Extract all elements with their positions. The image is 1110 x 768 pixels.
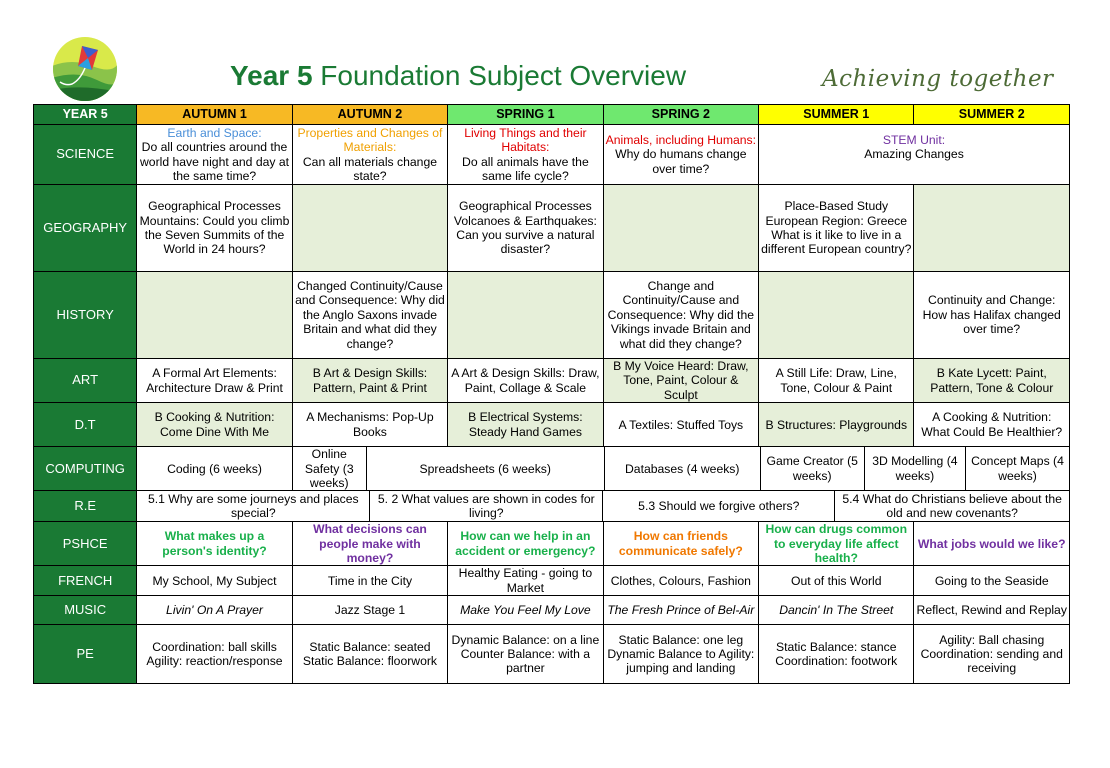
page-title: Year 5 Foundation Subject Overview — [230, 60, 687, 91]
science-a1-question: Do all countries around the world have night and day at the same time? — [139, 140, 290, 183]
pshce-spring-2: How can friends communicate safely? — [603, 522, 758, 566]
science-su-topic: STEM Unit: — [882, 133, 946, 147]
french-autumn-2: Time in the City — [292, 566, 447, 596]
row-french — [34, 566, 1070, 596]
row-science — [34, 125, 1070, 185]
row-pshce — [34, 522, 1070, 566]
row-geography — [34, 185, 1070, 272]
computing-rest — [292, 447, 1069, 491]
art-summer-2: B Kate Lycett: Paint, Pattern, Tone & Colour — [914, 359, 1070, 403]
col-summer-1: SUMMER 1 — [759, 105, 914, 125]
art-spring-1: A Art & Design Skills: Draw, Paint, Collage & Scale — [448, 359, 603, 403]
geography-autumn-2 — [292, 185, 447, 272]
science-s2-topic: Animals, including Humans: — [605, 132, 757, 147]
row-label-pshce: PSHCE — [34, 522, 137, 566]
subject-overview-table — [33, 104, 1070, 684]
dt-autumn-2: A Mechanisms: Pop-Up Books — [292, 403, 447, 447]
history-summer-1 — [759, 272, 914, 359]
history-summer-2: Continuity and Change: How has Halifax changed over time? — [914, 272, 1070, 359]
row-label-french: FRENCH — [34, 566, 137, 596]
french-summer-2: Going to the Seaside — [914, 566, 1070, 596]
row-label-music: MUSIC — [34, 596, 137, 625]
school-logo — [52, 36, 118, 102]
row-label-history: HISTORY — [34, 272, 137, 359]
music-summer-1: Dancin' In The Street — [759, 596, 914, 625]
geography-spring-1: Geographical Processes Volcanoes & Earthquakes: Can you survive a natural disaster? — [448, 185, 603, 272]
school-slogan: Achieving together — [822, 66, 1054, 92]
music-summer-2: Reflect, Rewind and Replay — [914, 596, 1070, 625]
pe-autumn-2: Static Balance: seated Static Balance: floorwork — [292, 625, 447, 684]
pshce-summer-2: What jobs would we like? — [914, 522, 1070, 566]
row-dt — [34, 403, 1070, 447]
dt-summer-2: A Cooking & Nutrition: What Could Be Healthier? — [914, 403, 1070, 447]
row-music — [34, 596, 1070, 625]
science-spring-2 — [603, 125, 758, 185]
history-spring-2: Change and Continuity/Cause and Consequence: Why did the Vikings invade Britain and what did they change? — [603, 272, 758, 359]
col-autumn-1: AUTUMN 1 — [137, 105, 292, 125]
geography-autumn-1: Geographical Processes Mountains: Could you climb the Seven Summits of the World in 24 hours? — [137, 185, 292, 272]
french-spring-2: Clothes, Colours, Fashion — [603, 566, 758, 596]
row-history — [34, 272, 1070, 359]
history-spring-1 — [448, 272, 603, 359]
art-summer-1: A Still Life: Draw, Line, Tone, Colour & Paint — [759, 359, 914, 403]
science-su-question: Amazing Changes — [864, 147, 964, 162]
geography-summer-2 — [914, 185, 1070, 272]
french-summer-1: Out of this World — [759, 566, 914, 596]
science-a2-topic: Properties and Changes of Materials: — [297, 125, 443, 155]
computing-spring-2: Databases (4 weeks) — [605, 447, 761, 490]
dt-spring-2: A Textiles: Stuffed Toys — [603, 403, 758, 447]
pe-spring-1: Dynamic Balance: on a line Counter Balance: with a partner — [448, 625, 603, 684]
science-a1-topic: Earth and Space: — [167, 125, 262, 140]
header-row — [34, 105, 1070, 125]
re-unit-3: 5.3 Should we forgive others? — [603, 491, 835, 521]
pshce-autumn-1: What makes up a person's identity? — [137, 522, 292, 566]
dt-autumn-1: B Cooking & Nutrition: Come Dine With Me — [137, 403, 292, 447]
computing-summer-1a: Game Creator (5 weeks) — [761, 447, 865, 490]
music-spring-2: The Fresh Prince of Bel-Air — [603, 596, 758, 625]
pshce-autumn-2: What decisions can people make with money? — [292, 522, 447, 566]
computing-autumn-1: Coding (6 weeks) — [137, 447, 292, 491]
geography-summer-1: Place-Based Study European Region: Greece What is it like to live in a different European country? — [759, 185, 914, 272]
pshce-summer-1: How can drugs common to everyday life affect health? — [759, 522, 914, 566]
computing-spreadsheets: Spreadsheets (6 weeks) — [367, 447, 605, 490]
re-units — [137, 491, 1070, 522]
row-pe — [34, 625, 1070, 684]
computing-online-safety: Online Safety (3 weeks) — [293, 447, 367, 490]
science-s1-question: Do all animals have the same life cycle? — [462, 154, 589, 183]
history-autumn-1 — [137, 272, 292, 359]
col-autumn-2: AUTUMN 2 — [292, 105, 447, 125]
pe-spring-2: Static Balance: one leg Dynamic Balance to Agility: jumping and landing — [603, 625, 758, 684]
row-label-science: SCIENCE — [34, 125, 137, 185]
pe-autumn-1: Coordination: ball skills Agility: reaction/response — [137, 625, 292, 684]
re-unit-2: 5. 2 What values are shown in codes for living? — [370, 491, 603, 521]
pshce-spring-1: How can we help in an accident or emergency? — [448, 522, 603, 566]
science-spring-1 — [448, 125, 603, 185]
music-autumn-1: Livin' On A Prayer — [137, 596, 292, 625]
science-autumn-2 — [292, 125, 447, 185]
row-computing — [34, 447, 1070, 491]
dt-summer-1: B Structures: Playgrounds — [759, 403, 914, 447]
row-label-computing: COMPUTING — [34, 447, 137, 491]
row-label-re: R.E — [34, 491, 137, 522]
dt-spring-1: B Electrical Systems: Steady Hand Games — [448, 403, 603, 447]
music-autumn-2: Jazz Stage 1 — [292, 596, 447, 625]
row-label-art: ART — [34, 359, 137, 403]
pe-summer-1: Static Balance: stance Coordination: footwork — [759, 625, 914, 684]
col-spring-2: SPRING 2 — [603, 105, 758, 125]
french-autumn-1: My School, My Subject — [137, 566, 292, 596]
art-autumn-1: A Formal Art Elements: Architecture Draw & Print — [137, 359, 292, 403]
row-label-pe: PE — [34, 625, 137, 684]
science-a2-question: Can all materials change state? — [302, 154, 438, 183]
art-spring-2: B My Voice Heard: Draw, Tone, Paint, Colour & Sculpt — [603, 359, 758, 403]
science-autumn-1 — [137, 125, 292, 185]
row-label-geography: GEOGRAPHY — [34, 185, 137, 272]
re-unit-4: 5.4 What do Christians believe about the old and new covenants? — [842, 491, 1062, 521]
geography-spring-2 — [603, 185, 758, 272]
french-spring-1: Healthy Eating - going to Market — [448, 566, 603, 596]
pe-summer-2: Agility: Ball chasing Coordination: sending and receiving — [914, 625, 1070, 684]
computing-summer-2: Concept Maps (4 weeks) — [971, 454, 1064, 483]
music-spring-1: Make You Feel My Love — [448, 596, 603, 625]
row-art — [34, 359, 1070, 403]
col-summer-2: SUMMER 2 — [914, 105, 1070, 125]
col-spring-1: SPRING 1 — [448, 105, 603, 125]
science-s2-question: Why do humans change over time? — [615, 147, 747, 176]
row-re — [34, 491, 1070, 522]
art-autumn-2: B Art & Design Skills: Pattern, Paint & Print — [292, 359, 447, 403]
science-s1-topic: Living Things and their Habitats: — [464, 125, 587, 155]
history-autumn-2: Changed Continuity/Cause and Consequence: Why did the Anglo Saxons invade Britain and what did they change? — [292, 272, 447, 359]
science-summer — [759, 125, 1070, 185]
re-unit-1: 5.1 Why are some journeys and places special? — [137, 491, 370, 521]
row-label-dt: D.T — [34, 403, 137, 447]
computing-summer-1b: 3D Modelling (4 weeks) — [865, 447, 966, 490]
col-year: YEAR 5 — [34, 105, 137, 125]
